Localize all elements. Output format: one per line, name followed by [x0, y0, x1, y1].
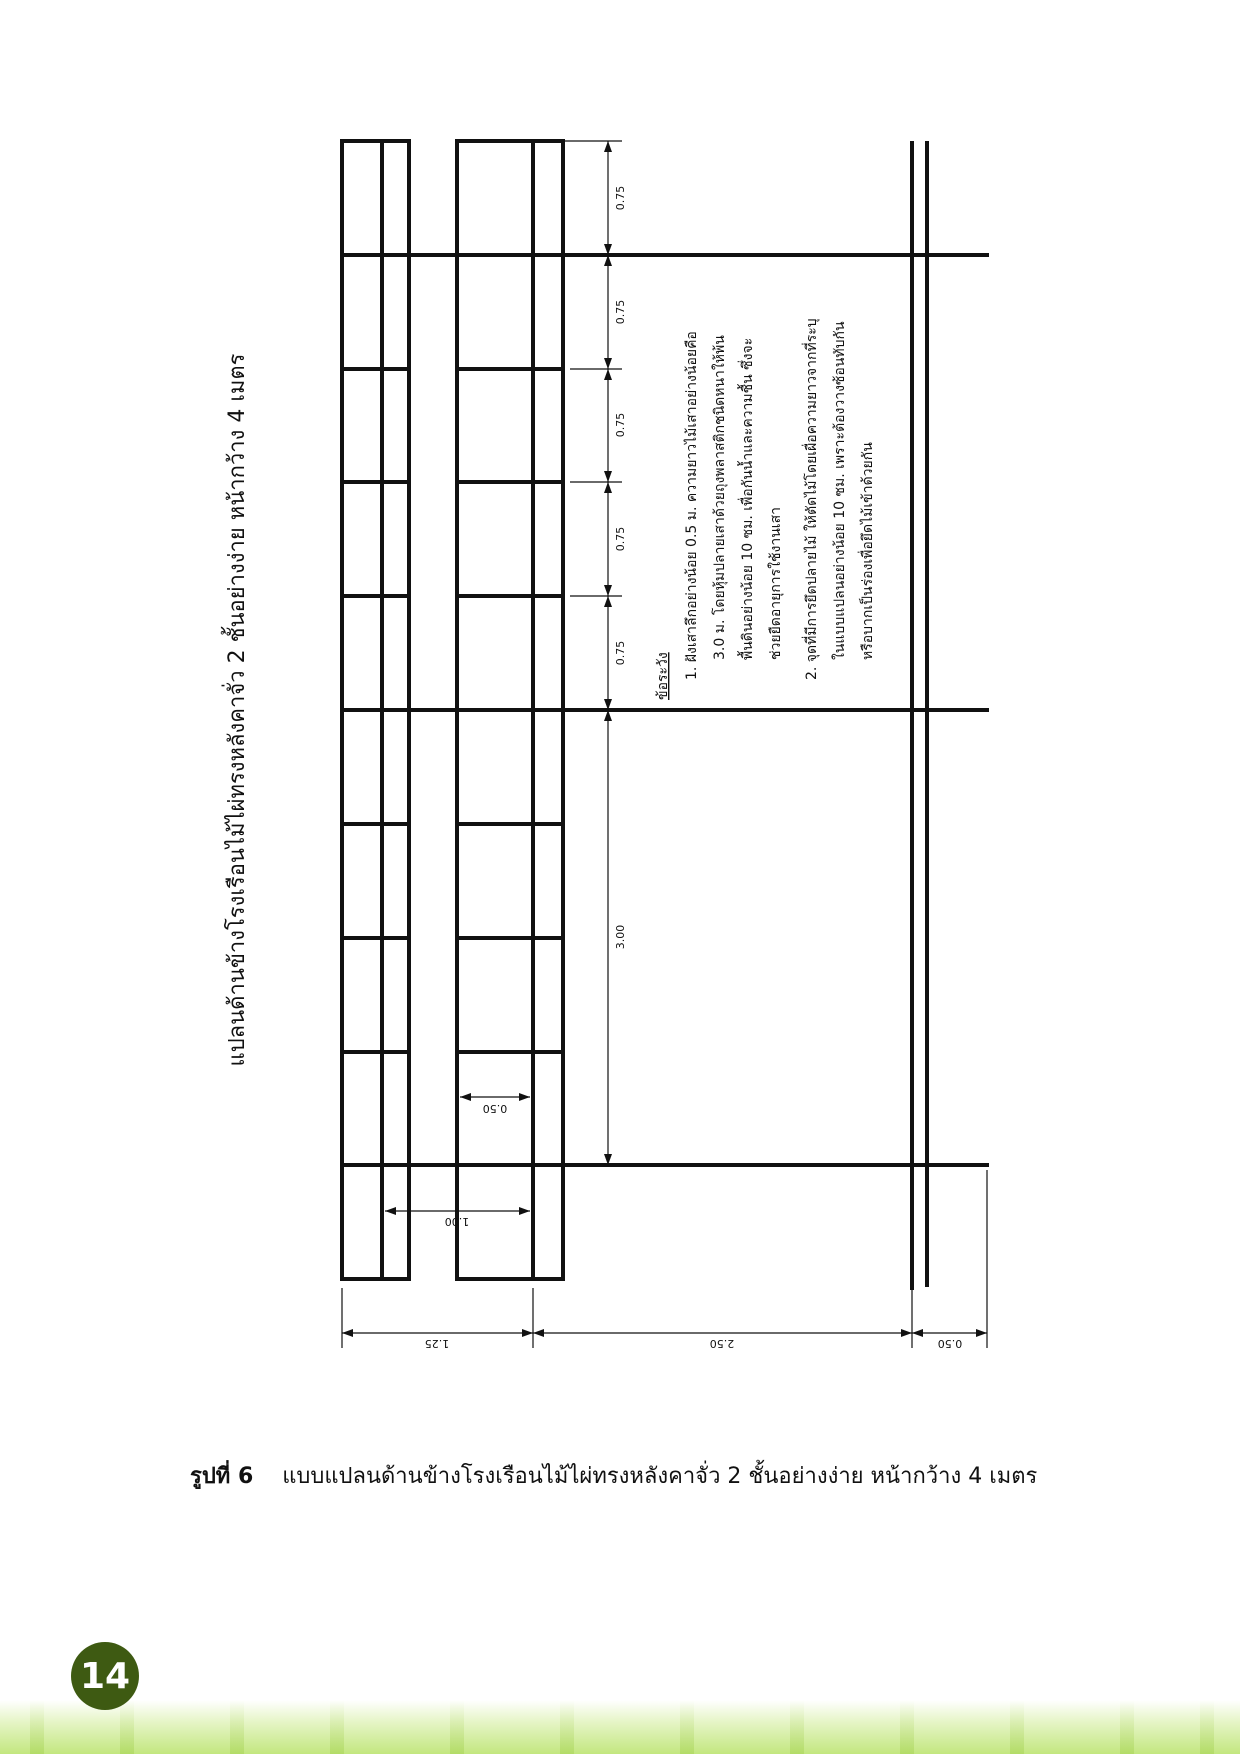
footer-band	[0, 1700, 1240, 1754]
dim-right-3: 0.75	[614, 412, 627, 438]
dim-inner-a: 0.50	[482, 1102, 508, 1115]
dimension-arrows	[342, 141, 987, 1337]
dim-bottom-3: 0.50	[937, 1337, 963, 1350]
note-line-4: ช่วยยืดอายุการใช้งานเสา	[768, 507, 784, 660]
note-line-7: หรือบากเป็นร่องเพื่อยึดไม้เข้าด้วยกัน	[860, 442, 876, 660]
notes-heading: ข้อระวัง	[655, 652, 671, 700]
note-line-3: พื้นดินอย่างน้อย 10 ซม. เพื่อกันน้ำและความชื้น ซึ่งจะ	[740, 337, 756, 660]
note-line-6: ในแบบแปลนอย่างน้อย 10 ซม. เพราะต้องวางซ้อนทับกัน	[832, 321, 848, 660]
page-number-badge: 14	[71, 1642, 139, 1710]
dim-right-2: 0.75	[614, 299, 627, 325]
note-line-5: 2. จุดที่มีการยึดปลายไม้ ให้ตัดไม้โดยเผื่อความยาวจากที่ระบุ	[804, 318, 820, 680]
plan-structure	[342, 141, 989, 1290]
figure-label: รูปที่ 6	[190, 1464, 254, 1489]
dim-inner-b: 1.00	[444, 1215, 470, 1228]
dim-right-5: 0.75	[614, 640, 627, 666]
note-line-2: 3.0 ม. โดยหุ้มปลายเสาด้วยถุงพลาสติกชนิดหนาให้พ้น	[712, 335, 728, 660]
dim-bottom-2: 2.50	[709, 1337, 735, 1350]
dim-right-1: 0.75	[614, 185, 627, 211]
drawing-title: แปลนด้านข้างโรงเรือนไม้ไผ่ทรงหลังคาจั่ว 2 ชั้นอย่างง่าย หน้ากว้าง 4 เมตร	[225, 353, 250, 1067]
dim-bottom-1: 1.25	[424, 1337, 450, 1350]
figure-caption-text: แบบแปลนด้านข้างโรงเรือนไม้ไผ่ทรงหลังคาจั่ว 2 ชั้นอย่างง่าย หน้ากว้าง 4 เมตร	[282, 1464, 1038, 1489]
figure-caption	[190, 1458, 1037, 1493]
dim-right-6: 3.00	[614, 924, 627, 950]
note-line-1: 1. ฝังเสาลึกอย่างน้อย 0.5 ม. ความยาวไม้เสาอย่างน้อยคือ	[684, 331, 700, 680]
dim-right-4: 0.75	[614, 526, 627, 552]
